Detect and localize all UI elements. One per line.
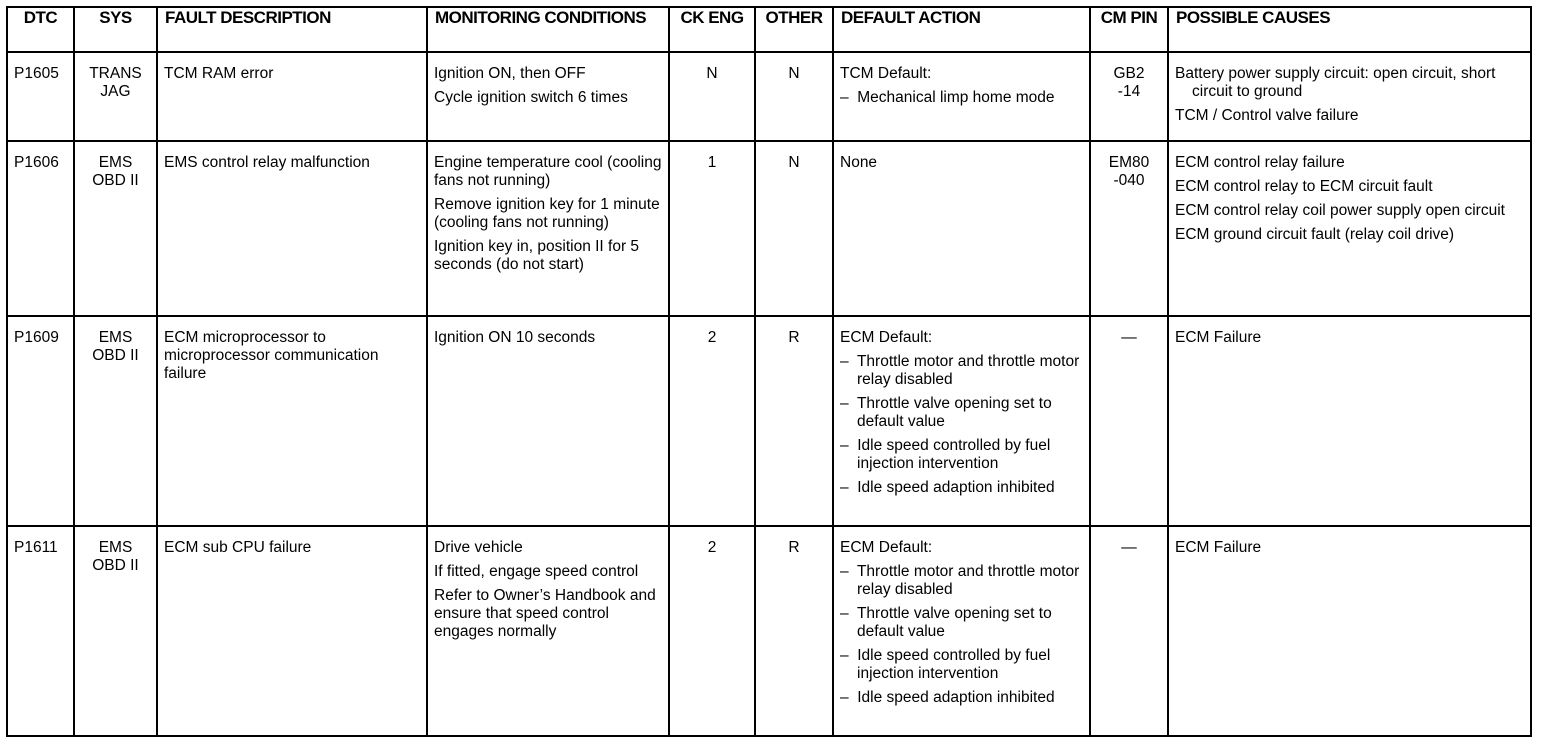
cell-monitoring-conditions xyxy=(427,316,669,526)
sys-line: OBD II xyxy=(92,557,139,574)
cause-item: ECM control relay coil power supply open circuit xyxy=(1175,202,1505,219)
default-action-item xyxy=(840,89,1083,107)
header-cm-pin: CM PIN xyxy=(1090,7,1168,52)
default-action-text: Throttle motor and throttle motor relay disabled xyxy=(856,353,1080,388)
cell-dtc: P1609 xyxy=(7,316,74,526)
cell-cm-pin: — xyxy=(1090,316,1168,526)
default-action-title: ECM Default: xyxy=(840,329,933,346)
default-action-text: Throttle motor and throttle motor relay disabled xyxy=(856,563,1080,598)
monitoring-item: Cycle ignition switch 6 times xyxy=(434,89,628,106)
header-ck-eng: CK ENG xyxy=(669,7,755,52)
table-row xyxy=(7,52,1531,141)
sys-line: EMS xyxy=(98,329,133,346)
cause-item: ECM ground circuit fault (relay coil drive) xyxy=(1175,226,1455,243)
cell-dtc: P1605 xyxy=(7,52,74,141)
table-row xyxy=(7,316,1531,526)
cell-sys xyxy=(74,526,157,736)
monitoring-item: Ignition ON, then OFF xyxy=(434,65,586,82)
sys-line: JAG xyxy=(100,83,131,100)
cell-dtc: P1611 xyxy=(7,526,74,736)
cell-monitoring-conditions xyxy=(427,141,669,316)
default-action-text: Idle speed controlled by fuel injection intervention xyxy=(857,437,1051,472)
cell-default-action xyxy=(833,141,1090,316)
monitoring-item: Ignition key in, position II for 5 seconds (do not start) xyxy=(434,238,640,273)
cell-cm-pin xyxy=(1090,141,1168,316)
default-action-title: None xyxy=(840,154,878,171)
table-row xyxy=(7,526,1531,736)
cell-possible-causes xyxy=(1168,316,1531,526)
sys-line: OBD II xyxy=(92,347,139,364)
cell-ck-eng: 1 xyxy=(669,141,755,316)
cm-pin-line: GB2 xyxy=(1113,65,1145,82)
cell-fault-description: ECM microprocessor to microprocessor communication failure xyxy=(157,316,427,526)
cell-dtc: P1606 xyxy=(7,141,74,316)
dash-marker: – xyxy=(840,437,849,454)
default-action-item xyxy=(840,563,1083,599)
cell-sys xyxy=(74,316,157,526)
cm-pin-line: -040 xyxy=(1113,172,1145,189)
table-row xyxy=(7,141,1531,316)
default-action-item xyxy=(840,605,1083,641)
dash-marker: – xyxy=(840,563,849,580)
cell-monitoring-conditions xyxy=(427,526,669,736)
header-dtc: DTC xyxy=(7,7,74,52)
monitoring-item: Remove ignition key for 1 minute (cooling fans not running) xyxy=(434,196,660,231)
cause-item: ECM control relay failure xyxy=(1175,154,1345,171)
default-action-title: TCM Default: xyxy=(840,65,932,82)
dash-marker: – xyxy=(840,689,849,706)
cell-ck-eng: N xyxy=(669,52,755,141)
cell-fault-description: ECM sub CPU failure xyxy=(157,526,427,736)
cell-fault-description: EMS control relay malfunction xyxy=(157,141,427,316)
default-action-item xyxy=(840,353,1083,389)
default-action-item xyxy=(840,479,1083,497)
cause-item: ECM Failure xyxy=(1175,329,1262,346)
monitoring-item: Ignition ON 10 seconds xyxy=(434,329,596,346)
cause-item: ECM Failure xyxy=(1175,539,1262,556)
cm-pin-line: EM80 xyxy=(1108,154,1150,171)
cell-fault-description: TCM RAM error xyxy=(157,52,427,141)
cell-other: N xyxy=(755,52,833,141)
cell-default-action xyxy=(833,316,1090,526)
cell-default-action xyxy=(833,52,1090,141)
default-action-text: Idle speed adaption inhibited xyxy=(857,479,1055,496)
default-action-title: ECM Default: xyxy=(840,539,933,556)
dtc-table xyxy=(6,6,1532,737)
default-action-text: Throttle valve opening set to default value xyxy=(856,395,1052,430)
monitoring-item: Drive vehicle xyxy=(434,539,523,556)
dash-marker: – xyxy=(840,605,849,622)
cause-item: Battery power supply circuit: open circuit, short circuit to ground xyxy=(1175,65,1496,100)
cause-item: TCM / Control valve failure xyxy=(1175,107,1359,124)
dash-marker: – xyxy=(840,479,849,496)
sys-line: OBD II xyxy=(92,172,139,189)
default-action-text: Idle speed controlled by fuel injection intervention xyxy=(857,647,1051,682)
cell-sys xyxy=(74,141,157,316)
default-action-item xyxy=(840,689,1083,707)
cause-item: ECM control relay to ECM circuit fault xyxy=(1175,178,1433,195)
monitoring-item: If fitted, engage speed control xyxy=(434,563,639,580)
default-action-text: Mechanical limp home mode xyxy=(857,89,1055,106)
default-action-item xyxy=(840,437,1083,473)
cell-monitoring-conditions xyxy=(427,52,669,141)
default-action-item xyxy=(840,395,1083,431)
header-possible-causes: POSSIBLE CAUSES xyxy=(1168,7,1531,52)
cell-sys xyxy=(74,52,157,141)
header-other: OTHER xyxy=(755,7,833,52)
dash-marker: – xyxy=(840,353,849,370)
cell-ck-eng: 2 xyxy=(669,316,755,526)
cell-cm-pin: — xyxy=(1090,526,1168,736)
cm-pin-line: -14 xyxy=(1117,83,1141,100)
header-fault-description: FAULT DESCRIPTION xyxy=(157,7,427,52)
cell-possible-causes xyxy=(1168,52,1531,141)
header-row xyxy=(7,7,1531,52)
dash-marker: – xyxy=(840,647,849,664)
cell-other: N xyxy=(755,141,833,316)
dash-marker: – xyxy=(840,89,849,106)
monitoring-item: Engine temperature cool (cooling fans not running) xyxy=(434,154,662,189)
cell-cm-pin xyxy=(1090,52,1168,141)
header-monitoring-conditions: MONITORING CONDITIONS xyxy=(427,7,669,52)
dash-marker: – xyxy=(840,395,849,412)
sys-line: TRANS xyxy=(89,65,142,82)
sys-line: EMS xyxy=(98,539,133,556)
cell-other: R xyxy=(755,316,833,526)
default-action-text: Idle speed adaption inhibited xyxy=(857,689,1055,706)
sys-line: EMS xyxy=(98,154,133,171)
default-action-item xyxy=(840,647,1083,683)
cell-ck-eng: 2 xyxy=(669,526,755,736)
header-sys: SYS xyxy=(74,7,157,52)
header-default-action: DEFAULT ACTION xyxy=(833,7,1090,52)
cell-possible-causes xyxy=(1168,141,1531,316)
cell-other: R xyxy=(755,526,833,736)
cell-default-action xyxy=(833,526,1090,736)
cell-possible-causes xyxy=(1168,526,1531,736)
monitoring-item: Refer to Owner’s Handbook and ensure that speed control engages normally xyxy=(434,587,656,640)
default-action-text: Throttle valve opening set to default value xyxy=(856,605,1052,640)
